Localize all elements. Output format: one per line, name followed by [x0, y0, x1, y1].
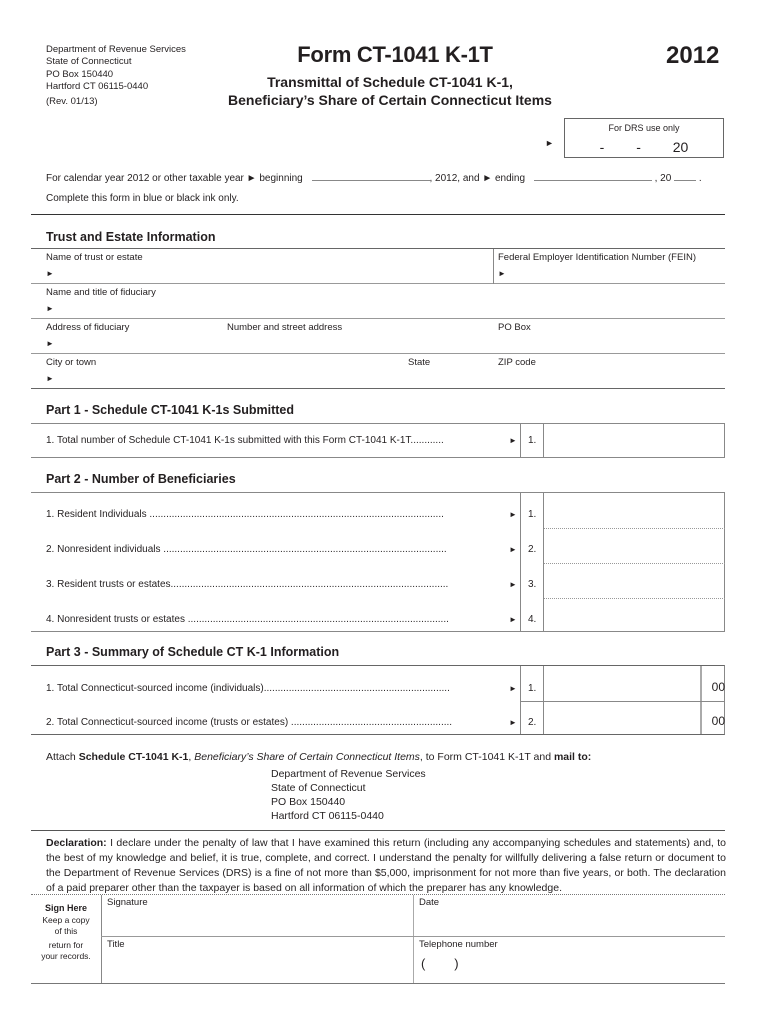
trust-name-label: Name of trust or estate — [46, 252, 143, 263]
ink-instruction: Complete this form in blue or black ink only. — [46, 193, 239, 204]
attach-text: , to Form CT-1041 K-1T and — [419, 751, 554, 763]
line-number: 1. — [528, 683, 537, 694]
trust-name-row — [31, 249, 725, 284]
line-description: 4. Nonresident trusts or estates .............................................................................................. — [46, 614, 449, 625]
address-row — [31, 319, 725, 354]
column-divider — [520, 424, 521, 457]
fein-label: Federal Employer Identification Number (FEIN) — [498, 252, 696, 263]
line-description: 2. Total Connecticut-sourced income (trusts or estates) .......................................................... — [46, 717, 453, 728]
keep-copy-line: of this — [54, 926, 78, 936]
date-input[interactable] — [419, 912, 719, 932]
mail-address-line: Hartford CT 06115-0440 — [271, 810, 384, 822]
row-divider — [544, 528, 725, 529]
sign-here-label: Sign Here — [44, 903, 87, 913]
form-title: Form CT-1041 K-1T — [297, 42, 493, 67]
po-box-label: PO Box — [498, 322, 531, 333]
drs-box-label: For DRS use only — [608, 123, 680, 133]
arrow-icon: ► — [46, 374, 54, 383]
line-number: 3. — [528, 579, 537, 590]
line-description: 1. Total Connecticut-sourced income (individuals)................................................................... — [46, 683, 450, 694]
divider — [31, 830, 725, 831]
nonresident-trusts-input[interactable] — [544, 608, 720, 628]
zip-input[interactable] — [498, 370, 718, 386]
trusts-income-input[interactable] — [544, 710, 696, 730]
city-row — [31, 354, 725, 389]
line-description: 3. Resident trusts or estates.................................................................................................... — [46, 579, 449, 590]
arrow-icon: ► — [509, 718, 517, 727]
telephone-label: Telephone number — [419, 939, 498, 950]
column-divider — [493, 249, 494, 284]
attach-text: : — [587, 751, 592, 763]
declaration-label: Declaration: — [46, 837, 107, 849]
zip-label: ZIP code — [498, 357, 536, 368]
trust-info-heading: Trust and Estate Information — [46, 230, 216, 244]
mail-to-label: mail to — [553, 751, 588, 763]
arrow-icon: ► — [46, 304, 54, 313]
arrow-icon: ► — [509, 436, 517, 445]
arrow-icon: ► — [509, 545, 517, 554]
mail-address-line: PO Box 150440 — [271, 796, 346, 808]
signature-input[interactable] — [107, 912, 407, 932]
line-number: 2. — [528, 544, 537, 555]
drs-use-only-box — [564, 118, 724, 158]
part3-table — [31, 665, 725, 735]
line-number: 1. — [528, 435, 537, 446]
agency-line: Hartford CT 06115-0440 — [46, 80, 149, 92]
part3-heading: Part 3 - Summary of Schedule CT K-1 Information — [46, 645, 340, 659]
subtitle-line: Transmittal of Schedule CT-1041 K-1, — [267, 74, 513, 90]
divider — [31, 894, 725, 895]
individuals-income-input[interactable] — [544, 676, 696, 696]
agency-line: PO Box 150440 — [46, 68, 114, 80]
taxable-year-prefix: For calendar year 2012 or other taxable year ► beginning — [46, 173, 303, 184]
column-divider — [413, 895, 414, 983]
fiduciary-row — [31, 284, 725, 319]
arrow-icon: ► — [545, 138, 554, 148]
row-divider — [520, 701, 725, 702]
mailing-address — [271, 767, 426, 823]
line-description: 1. Total number of Schedule CT-1041 K-1s submitted with this Form CT-1041 K-1T............ — [46, 435, 444, 446]
column-divider — [520, 666, 521, 734]
part2-heading: Part 2 - Number of Beneficiaries — [46, 472, 236, 486]
mail-address-line: Department of Revenue Services — [271, 768, 426, 780]
ending-date-field[interactable] — [534, 172, 652, 181]
date-label: Date — [419, 897, 440, 908]
attach-schedule-title: Beneficiary’s Share of Certain Connecticut Items — [194, 751, 420, 763]
address-label: Address of fiduciary — [46, 322, 130, 333]
attach-instruction — [46, 751, 591, 763]
part1-line-1 — [31, 423, 725, 458]
beginning-date-field[interactable] — [312, 172, 430, 181]
agency-line: State of Connecticut — [46, 56, 132, 68]
fein-input[interactable] — [511, 265, 721, 281]
line-description: 1. Resident Individuals .......................................................................................................... — [46, 509, 444, 520]
title-input[interactable] — [107, 955, 407, 977]
ending-year-field[interactable] — [674, 172, 696, 181]
agency-line: Department of Revenue Services — [46, 44, 186, 55]
column-divider — [520, 493, 521, 631]
taxable-year-middle: , 2012, and ► ending — [429, 173, 526, 184]
taxable-year-suffix: , 20 — [654, 173, 672, 184]
state-input[interactable] — [408, 370, 488, 386]
arrow-icon: ► — [509, 615, 517, 624]
keep-copy-line: your records. — [41, 951, 91, 961]
divider — [31, 983, 725, 984]
po-box-input[interactable] — [498, 335, 718, 351]
mail-address-line: State of Connecticut — [271, 782, 366, 794]
attach-text: Attach — [46, 751, 79, 763]
arrow-icon: ► — [509, 510, 517, 519]
sign-here-note — [31, 901, 101, 962]
arrow-icon: ► — [498, 269, 506, 278]
declaration-body: I declare under the penalty of law that I have examined this return (including any accompanying schedules and statements) and, to the best of my knowledge and belief, it is true, complete, and correct. I understand the penalty for willfully delivering a false return or document to the Department of Revenue Services (DRS) is a fine of not more than $5,000, imprisonment for not more than five years, or both. The declaration of a paid preparer other than the taxpayer is based on all information of which the preparer has any knowledge. — [46, 837, 726, 894]
line-number: 1. — [528, 509, 537, 520]
row-divider — [544, 563, 725, 564]
arrow-icon: ► — [46, 269, 54, 278]
tax-year-badge: 2012 — [666, 42, 720, 69]
agency-address — [46, 44, 186, 108]
cents-label: 00 — [711, 680, 725, 694]
trust-name-input[interactable] — [59, 265, 489, 281]
keep-copy-line: Keep a copy — [42, 915, 90, 925]
column-divider — [101, 895, 102, 983]
resident-individuals-input[interactable] — [544, 503, 720, 523]
street-label: Number and street address — [227, 322, 343, 333]
declaration-text — [46, 836, 726, 896]
taxable-year-line — [46, 172, 702, 184]
total-k1s-input[interactable] — [544, 432, 720, 450]
fiduciary-input[interactable] — [59, 300, 719, 316]
title-label: Title — [107, 939, 125, 950]
state-label: State — [408, 357, 431, 368]
row-divider — [101, 936, 725, 937]
drs-box-value: - - 20 — [599, 139, 689, 155]
arrow-icon: ► — [46, 339, 54, 348]
signature-label: Signature — [107, 897, 148, 908]
part2-table — [31, 492, 725, 632]
revision-date: (Rev. 01/13) — [46, 96, 98, 108]
part1-heading: Part 1 - Schedule CT-1041 K-1s Submitted — [46, 403, 294, 417]
fiduciary-label: Name and title of fiduciary — [46, 287, 156, 298]
city-label: City or town — [46, 357, 97, 368]
street-input[interactable] — [59, 335, 489, 351]
cents-divider — [700, 666, 702, 734]
city-input[interactable] — [59, 370, 399, 386]
attach-schedule-name: Schedule CT-1041 K-1 — [78, 751, 189, 763]
telephone-area-code-parens: ( ) — [421, 956, 459, 971]
arrow-icon: ► — [509, 684, 517, 693]
row-divider — [544, 598, 725, 599]
arrow-icon: ► — [509, 580, 517, 589]
attach-text: , — [188, 751, 195, 763]
telephone-input[interactable] — [470, 956, 710, 976]
line-number: 4. — [528, 614, 537, 625]
keep-copy-line: return for — [48, 940, 84, 950]
line-description: 2. Nonresident individuals ...................................................................................................... — [46, 544, 447, 555]
taxable-year-end: . — [698, 173, 702, 184]
divider — [31, 214, 725, 215]
nonresident-individuals-input[interactable] — [544, 538, 720, 558]
line-number: 2. — [528, 717, 537, 728]
subtitle-line: Beneficiary’s Share of Certain Connecticut Items — [228, 92, 552, 108]
resident-trusts-input[interactable] — [544, 573, 720, 593]
form-subtitle — [195, 73, 585, 109]
cents-label: 00 — [711, 714, 725, 728]
